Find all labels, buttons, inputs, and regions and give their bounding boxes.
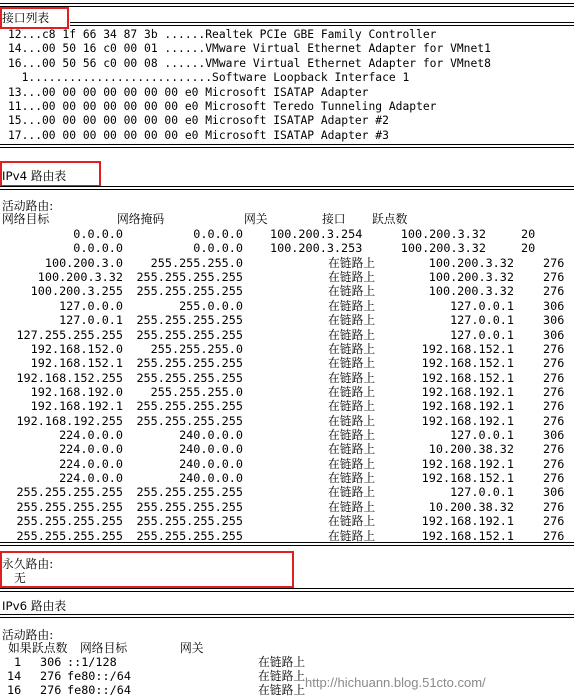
route-metric: 276	[543, 399, 565, 414]
route-netmask: 255.255.255.255	[136, 284, 243, 299]
route-row	[0, 356, 580, 370]
route-gateway: 100.200.3.253	[270, 241, 363, 256]
route-interface: 192.168.152.1	[421, 356, 514, 371]
route-gateway: 在链路上	[328, 485, 376, 500]
route-metric: 276	[543, 341, 565, 356]
route-netmask: 255.255.255.0	[150, 255, 243, 270]
route-netmask: 255.255.255.255	[136, 514, 243, 529]
route-interface: 127.0.0.1	[450, 327, 514, 342]
ipv6-route-gateway: 在链路上	[258, 655, 306, 669]
route-row	[0, 313, 580, 327]
route-gateway: 在链路上	[328, 356, 376, 371]
route-netmask: 255.255.255.0	[150, 341, 243, 356]
route-interface: 127.0.0.1	[450, 298, 514, 313]
route-interface: 192.168.192.1	[421, 514, 514, 529]
ipv6-header-metric: 跃点数	[32, 641, 68, 655]
separator	[0, 3, 574, 7]
route-netmask: 255.0.0.0	[179, 298, 243, 313]
route-metric: 276	[543, 413, 565, 428]
route-destination: 255.255.255.255	[16, 514, 123, 529]
persistent-routes-value: 无	[14, 571, 26, 585]
route-netmask: 240.0.0.0	[179, 442, 243, 457]
route-destination: 192.168.152.0	[30, 341, 123, 356]
route-netmask: 255.255.255.255	[136, 370, 243, 385]
route-destination: 100.200.3.32	[37, 270, 123, 285]
route-destination: 224.0.0.0	[59, 456, 123, 471]
route-netmask: 0.0.0.0	[193, 241, 243, 256]
ipv6-title: IPv6 路由表	[2, 599, 67, 613]
route-destination: 192.168.152.255	[16, 370, 123, 385]
route-destination: 224.0.0.0	[59, 471, 123, 486]
route-interface: 100.200.3.32	[428, 284, 514, 299]
route-netmask: 255.255.255.255	[136, 499, 243, 514]
route-netmask: 255.255.255.255	[136, 356, 243, 371]
interface-row: 15...00 00 00 00 00 00 00 e0 Microsoft ISATAP Adapter #2	[8, 114, 389, 128]
route-netmask: 240.0.0.0	[179, 456, 243, 471]
route-gateway: 在链路上	[328, 270, 376, 285]
route-destination: 224.0.0.0	[59, 428, 123, 443]
ipv4-header-gateway: 网关	[244, 212, 268, 226]
ipv4-header-interface: 接口	[322, 212, 346, 226]
separator	[0, 542, 574, 546]
route-interface: 192.168.152.1	[421, 528, 514, 543]
route-destination: 0.0.0.0	[73, 241, 123, 256]
route-row	[0, 256, 580, 270]
route-gateway: 在链路上	[328, 528, 376, 543]
ipv6-route-metric: 306	[40, 655, 62, 669]
route-interface: 127.0.0.1	[450, 485, 514, 500]
separator	[0, 588, 574, 592]
route-row	[0, 399, 580, 413]
route-metric: 276	[543, 370, 565, 385]
interface-row: 14...00 50 16 c0 00 01 ......VMware Virtual Ethernet Adapter for VMnet1	[8, 42, 491, 56]
route-interface: 10.200.38.32	[428, 499, 514, 514]
route-metric: 20	[521, 227, 536, 241]
route-row	[0, 328, 580, 342]
ipv6-header-destination: 网络目标	[80, 641, 128, 655]
interface-row: 11...00 00 00 00 00 00 00 e0 Microsoft Teredo Tunneling Adapter	[8, 100, 437, 113]
persistent-routes-label: 永久路由:	[2, 557, 54, 571]
route-metric: 306	[543, 313, 565, 328]
watermark: http://hichuann.blog.51cto.com/	[305, 675, 486, 690]
route-row	[0, 471, 580, 485]
interface-row: 1...........................Software Loopback Interface 1	[8, 71, 410, 85]
route-netmask: 255.255.255.255	[136, 399, 243, 414]
route-row	[0, 385, 580, 399]
route-row	[0, 428, 580, 442]
route-row	[0, 299, 580, 313]
ipv6-header-if: 如果	[8, 641, 32, 655]
ipv6-route-metric: 276	[40, 683, 62, 697]
interface-list-title: 接口列表	[2, 11, 50, 25]
route-interface: 100.200.3.32	[428, 270, 514, 285]
interface-row: 16...00 50 56 c0 00 08 ......VMware Virtual Ethernet Adapter for VMnet8	[8, 56, 491, 70]
route-destination: 127.255.255.255	[16, 327, 123, 342]
route-netmask: 240.0.0.0	[179, 471, 243, 486]
route-metric: 276	[543, 442, 565, 457]
interface-row: 13...00 00 00 00 00 00 00 e0 Microsoft ISATAP Adapter	[8, 85, 369, 99]
ipv6-route-destination: fe80::/64	[67, 683, 131, 697]
route-row	[0, 270, 580, 284]
route-netmask: 0.0.0.0	[193, 227, 243, 241]
route-metric: 306	[543, 298, 565, 313]
route-metric: 306	[543, 485, 565, 500]
route-destination: 100.200.3.255	[30, 284, 123, 299]
route-row	[0, 227, 580, 241]
route-row	[0, 500, 580, 514]
ipv6-header-gateway: 网关	[180, 641, 204, 655]
route-destination: 224.0.0.0	[59, 442, 123, 457]
route-gateway: 在链路上	[328, 428, 376, 443]
route-netmask: 255.255.255.255	[136, 313, 243, 328]
ipv6-route-row	[0, 669, 580, 683]
ipv4-header-destination: 网络目标	[2, 212, 50, 226]
route-row	[0, 485, 580, 499]
ipv6-route-gateway: 在链路上	[258, 683, 306, 697]
route-gateway: 在链路上	[328, 499, 376, 514]
route-netmask: 255.255.255.255	[136, 327, 243, 342]
interface-row: 17...00 00 00 00 00 00 00 e0 Microsoft ISATAP Adapter #3	[8, 128, 389, 142]
route-netmask: 255.255.255.255	[136, 270, 243, 285]
route-row	[0, 514, 580, 528]
route-metric: 276	[543, 384, 565, 399]
route-destination: 127.0.0.0	[59, 298, 123, 313]
route-interface: 192.168.192.1	[421, 384, 514, 399]
ipv6-route-gateway: 在链路上	[258, 669, 306, 683]
route-gateway: 在链路上	[328, 456, 376, 471]
route-destination: 255.255.255.255	[16, 528, 123, 543]
route-metric: 276	[543, 284, 565, 299]
route-metric: 276	[543, 514, 565, 529]
route-metric: 276	[543, 499, 565, 514]
ipv4-title: IPv4 路由表	[2, 169, 67, 183]
route-destination: 0.0.0.0	[73, 227, 123, 241]
route-interface: 192.168.192.1	[421, 413, 514, 428]
ipv6-route-destination: fe80::/64	[67, 669, 131, 683]
route-row	[0, 241, 580, 255]
ipv6-route-metric: 276	[40, 669, 62, 683]
ipv6-route-if: 14	[7, 669, 22, 683]
ipv4-active-routes-label: 活动路由:	[2, 199, 54, 213]
route-interface: 192.168.152.1	[421, 341, 514, 356]
ipv6-route-if: 16	[7, 683, 22, 697]
route-interface: 192.168.152.1	[421, 471, 514, 486]
route-metric: 306	[543, 327, 565, 342]
route-metric: 276	[543, 471, 565, 486]
route-gateway: 在链路上	[328, 284, 376, 299]
route-interface: 10.200.38.32	[428, 442, 514, 457]
route-gateway: 在链路上	[328, 255, 376, 270]
route-netmask: 255.255.255.255	[136, 413, 243, 428]
route-gateway: 在链路上	[328, 471, 376, 486]
route-gateway: 在链路上	[328, 327, 376, 342]
ipv6-route-destination: ::1/128	[67, 655, 117, 669]
route-destination: 192.168.192.255	[16, 413, 123, 428]
route-row	[0, 529, 580, 543]
route-destination: 192.168.192.1	[30, 399, 123, 414]
route-netmask: 240.0.0.0	[179, 428, 243, 443]
route-netmask: 255.255.255.255	[136, 528, 243, 543]
separator	[0, 614, 574, 618]
route-interface: 100.200.3.32	[400, 227, 486, 241]
route-row	[0, 342, 580, 356]
route-metric: 20	[521, 241, 536, 256]
ipv6-route-row	[0, 655, 580, 669]
separator	[0, 144, 574, 148]
route-gateway: 在链路上	[328, 413, 376, 428]
separator	[0, 186, 574, 190]
separator	[70, 22, 574, 26]
route-gateway: 在链路上	[328, 298, 376, 313]
route-metric: 276	[543, 255, 565, 270]
route-metric: 276	[543, 356, 565, 371]
route-destination: 100.200.3.0	[44, 255, 123, 270]
route-row	[0, 442, 580, 456]
route-interface: 127.0.0.1	[450, 313, 514, 328]
route-gateway: 在链路上	[328, 442, 376, 457]
route-interface: 192.168.152.1	[421, 370, 514, 385]
route-gateway: 在链路上	[328, 370, 376, 385]
route-metric: 306	[543, 428, 565, 443]
ipv6-route-row	[0, 683, 580, 697]
route-metric: 276	[543, 456, 565, 471]
route-destination: 192.168.192.0	[30, 384, 123, 399]
route-gateway: 在链路上	[328, 399, 376, 414]
route-gateway: 在链路上	[328, 341, 376, 356]
route-interface: 100.200.3.32	[428, 255, 514, 270]
route-gateway: 在链路上	[328, 384, 376, 399]
ipv6-route-if: 1	[14, 655, 22, 669]
route-gateway: 在链路上	[328, 313, 376, 328]
route-destination: 255.255.255.255	[16, 485, 123, 500]
route-gateway: 在链路上	[328, 514, 376, 529]
route-metric: 276	[543, 528, 565, 543]
route-destination: 192.168.152.1	[30, 356, 123, 371]
ipv4-header-netmask: 网络掩码	[117, 212, 165, 226]
route-row	[0, 457, 580, 471]
interface-row: 12...c8 1f 66 34 87 3b ......Realtek PCIe GBE Family Controller	[8, 28, 437, 41]
route-gateway: 100.200.3.254	[270, 227, 363, 241]
route-interface: 127.0.0.1	[450, 428, 514, 443]
route-interface: 100.200.3.32	[400, 241, 486, 256]
route-metric: 276	[543, 270, 565, 285]
route-row	[0, 284, 580, 298]
route-destination: 255.255.255.255	[16, 499, 123, 514]
route-row	[0, 371, 580, 385]
ipv4-header-metric: 跃点数	[372, 212, 408, 226]
route-netmask: 255.255.255.0	[150, 384, 243, 399]
route-destination: 127.0.0.1	[59, 313, 123, 328]
route-interface: 192.168.192.1	[421, 456, 514, 471]
route-row	[0, 414, 580, 428]
ipv6-active-routes-label: 活动路由:	[2, 628, 54, 642]
route-interface: 192.168.192.1	[421, 399, 514, 414]
route-netmask: 255.255.255.255	[136, 485, 243, 500]
